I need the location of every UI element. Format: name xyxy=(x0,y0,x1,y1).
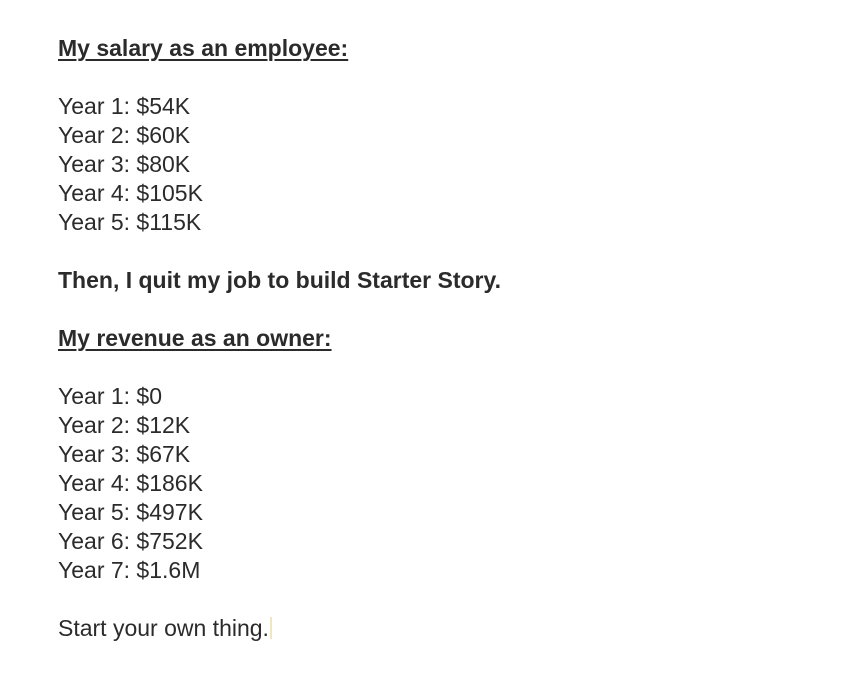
employee-salary-year-4: Year 4: $105K xyxy=(58,180,203,206)
employee-salary-list xyxy=(58,92,798,237)
owner-revenue-year-3: Year 3: $67K xyxy=(58,441,191,467)
closing-line[interactable] xyxy=(58,614,798,643)
spacer xyxy=(58,295,798,324)
employee-salary-year-2: Year 2: $60K xyxy=(58,122,191,148)
owner-revenue-year-5: Year 5: $497K xyxy=(58,499,203,525)
spacer xyxy=(58,63,798,92)
employee-salary-year-1: Year 1: $54K xyxy=(58,93,191,119)
closing-statement: Start your own thing. xyxy=(58,615,269,641)
employee-salary-year-3: Year 3: $80K xyxy=(58,151,191,177)
text-caret xyxy=(270,617,272,639)
owner-revenue-year-7: Year 7: $1.6M xyxy=(58,557,201,583)
employee-salary-heading: My salary as an employee: xyxy=(58,35,349,61)
owner-revenue-year-2: Year 2: $12K xyxy=(58,412,191,438)
spacer xyxy=(58,237,798,266)
document-body xyxy=(58,34,798,643)
owner-revenue-year-4: Year 4: $186K xyxy=(58,470,203,496)
owner-revenue-heading: My revenue as an owner: xyxy=(58,325,332,351)
spacer xyxy=(58,353,798,382)
spacer xyxy=(58,585,798,614)
owner-revenue-year-1: Year 1: $0 xyxy=(58,383,163,409)
owner-revenue-year-6: Year 6: $752K xyxy=(58,528,203,554)
transition-statement: Then, I quit my job to build Starter Story. xyxy=(58,267,501,293)
owner-revenue-list xyxy=(58,382,798,585)
employee-salary-year-5: Year 5: $115K xyxy=(58,209,202,235)
